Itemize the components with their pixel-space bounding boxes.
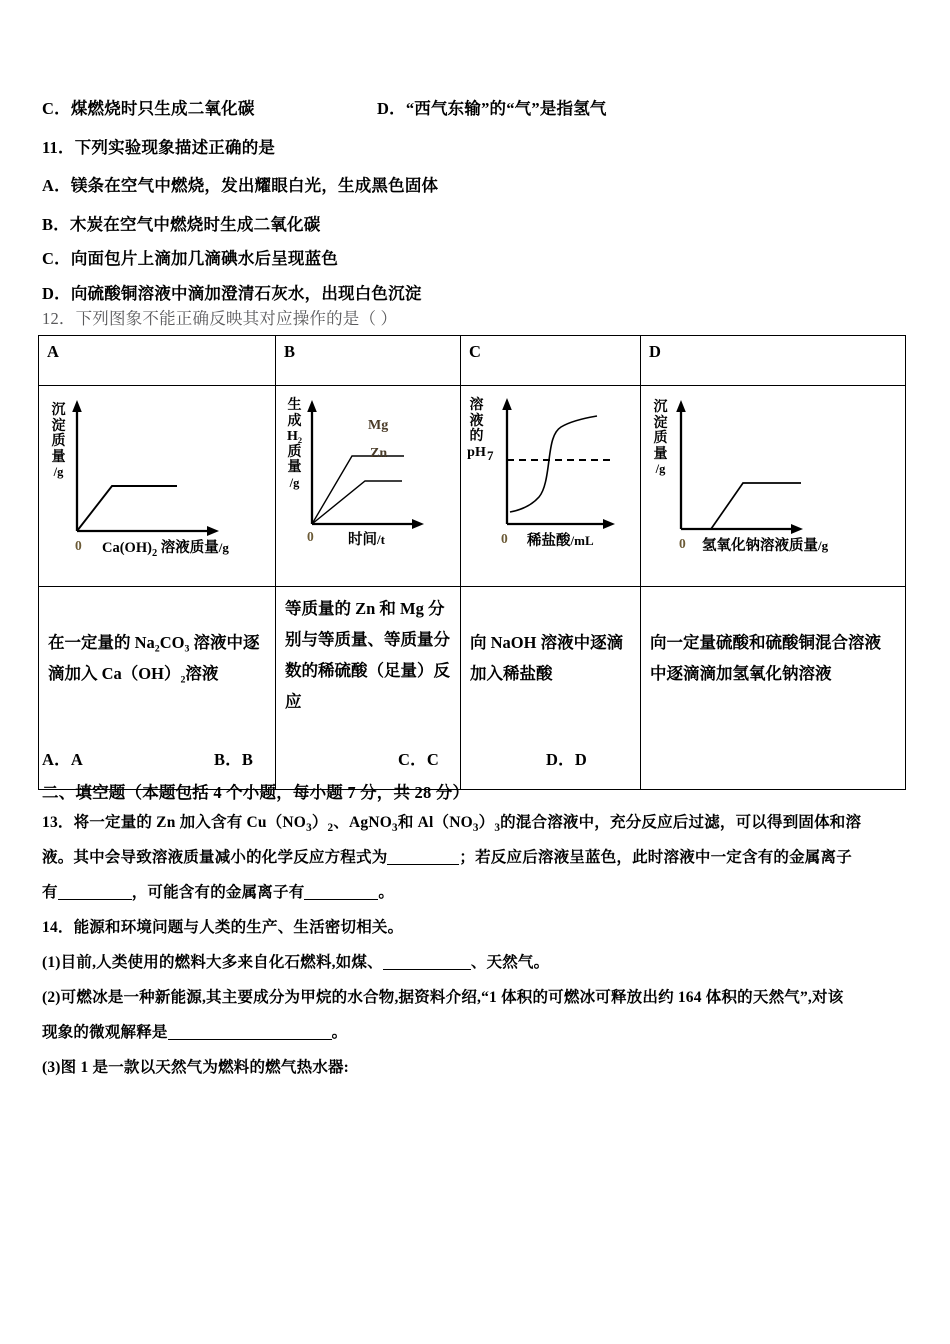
chart-a-ylabel: 沉淀质量 /g	[51, 403, 66, 479]
chart-d	[641, 386, 905, 586]
chart-cell-a	[39, 386, 276, 587]
desc-cell-d	[641, 587, 906, 790]
desc-text-c: 向 NaOH 溶液中逐滴加入稀盐酸	[470, 633, 624, 683]
q11-option-b: B．木炭在空气中燃烧时生成二氧化碳	[42, 215, 321, 234]
table-header-c: C	[461, 336, 641, 386]
q14-blank-1[interactable]	[383, 969, 471, 970]
q14-blank-2[interactable]	[168, 1039, 332, 1040]
chart-c-ytick-7: 7	[487, 448, 494, 463]
q10-option-d: D．“西气东输”的“气”是指氢气	[377, 99, 607, 118]
chart-c-plot	[497, 394, 647, 544]
table-header-d: D	[641, 336, 906, 386]
q14-sub2-line2: 现象的微观解释是 。	[42, 1024, 348, 1041]
q13-line1: 13．将一定量的 Zn 加入含有 $Cu(NO_3)_2$、AgNO$_3$和 $Al(NO_3)_3$的混合溶液中，充分反应后过滤，可以得到固体和溶	[42, 814, 862, 835]
q13-blank-2[interactable]	[58, 899, 132, 900]
q14-sub3: (3)图 1 是一款以天然气为燃料的燃气热水器:	[42, 1059, 350, 1076]
table-header-a: A	[39, 336, 276, 386]
chart-d-origin: 0	[679, 536, 686, 551]
q11-option-c: C．向面包片上滴加几滴碘水后呈现蓝色	[42, 249, 339, 268]
q13-blank-1[interactable]	[387, 864, 459, 865]
chart-b-ylabel: 生成 H₂ 质量 /g	[286, 398, 303, 490]
chart-c	[461, 386, 640, 586]
q13-blank-3[interactable]	[304, 899, 378, 900]
chart-b-origin: 0	[307, 529, 314, 544]
q12-answer-b: B．B	[214, 750, 254, 769]
desc-text-a: 在一定量的 Na₂CO₃ 溶液中逐滴加入 Ca（OH）₂溶液	[48, 633, 260, 683]
q14-sub2-line1: (2)可燃冰是一种新能源,其主要成分为甲烷的水合物,据资料介绍,“1 体积的可燃冰可释放出约 164 体积的天然气”,对该	[42, 989, 844, 1006]
chart-cell-c	[461, 386, 641, 587]
table-header-row	[39, 336, 906, 386]
q12-answer-d: D．D	[546, 750, 587, 769]
desc-text-b: 等质量的 Zn 和 Mg 分别与等质量、等质量分数的稀硫酸（足量）反应	[285, 599, 450, 711]
q10-option-c: C．煤燃烧时只生成二氧化碳	[42, 99, 255, 118]
q12-answer-a: A．A	[42, 750, 83, 769]
chart-d-ylabel: 沉淀质量 /g	[653, 400, 668, 476]
table-chart-row	[39, 386, 906, 587]
chart-a	[39, 386, 275, 586]
q11-option-a: A．镁条在空气中燃烧，发出耀眼白光，生成黑色固体	[42, 176, 439, 195]
desc-text-d: 向一定量硫酸和硫酸铜混合溶液中逐滴滴加氢氧化钠溶液	[650, 633, 881, 683]
q13-line3: 有 ，可能含有的金属离子有 。	[42, 884, 395, 901]
chart-a-origin: 0	[75, 538, 82, 553]
chart-b	[276, 386, 460, 586]
q12-graph-table	[38, 335, 906, 790]
q14-stem: 14．能源和环境问题与人类的生产、生活密切相关。	[42, 919, 404, 936]
chart-c-origin: 0	[501, 531, 508, 546]
chart-cell-b	[276, 386, 461, 587]
q13-line2: 液。其中会导致溶液质量减小的化学反应方程式为 ；若反应后溶液呈蓝色，此时溶液中一定含有的金属离子	[42, 849, 852, 866]
chart-d-plot	[671, 396, 861, 551]
chart-b-series-label-zn: Zn	[370, 446, 388, 461]
q11-option-d: D．向硫酸铜溶液中滴加澄清石灰水，出现白色沉淀	[42, 284, 422, 303]
q11-stem: 11．下列实验现象描述正确的是	[42, 138, 276, 157]
chart-c-ylabel: 溶液的 pH	[467, 398, 486, 460]
chart-a-plot	[67, 396, 257, 551]
q14-sub1: (1)目前,人类使用的燃料大多来自化石燃料,如煤、 、天然气。	[42, 954, 550, 971]
q12-stem: 12．下列图象不能正确反映其对应操作的是（ ）	[42, 309, 398, 328]
table-description-row	[39, 587, 906, 790]
chart-b-xlabel: 时间/t	[348, 532, 385, 548]
q12-answer-c: C．C	[398, 750, 439, 769]
chart-b-series-label-mg: Mg	[368, 418, 389, 433]
chart-a-xlabel: $Ca(OH)_2$ 溶液质量/g	[102, 540, 229, 559]
table-header-b: B	[276, 336, 461, 386]
chart-c-xlabel: 稀盐酸/mL	[527, 533, 594, 549]
section2-heading: 二、填空题（本题包括 4 个小题，每小题 7 分，共 28 分）	[42, 783, 470, 802]
chart-d-xlabel: 氢氧化钠溶液质量/g	[702, 538, 829, 554]
chart-cell-d	[641, 386, 906, 587]
